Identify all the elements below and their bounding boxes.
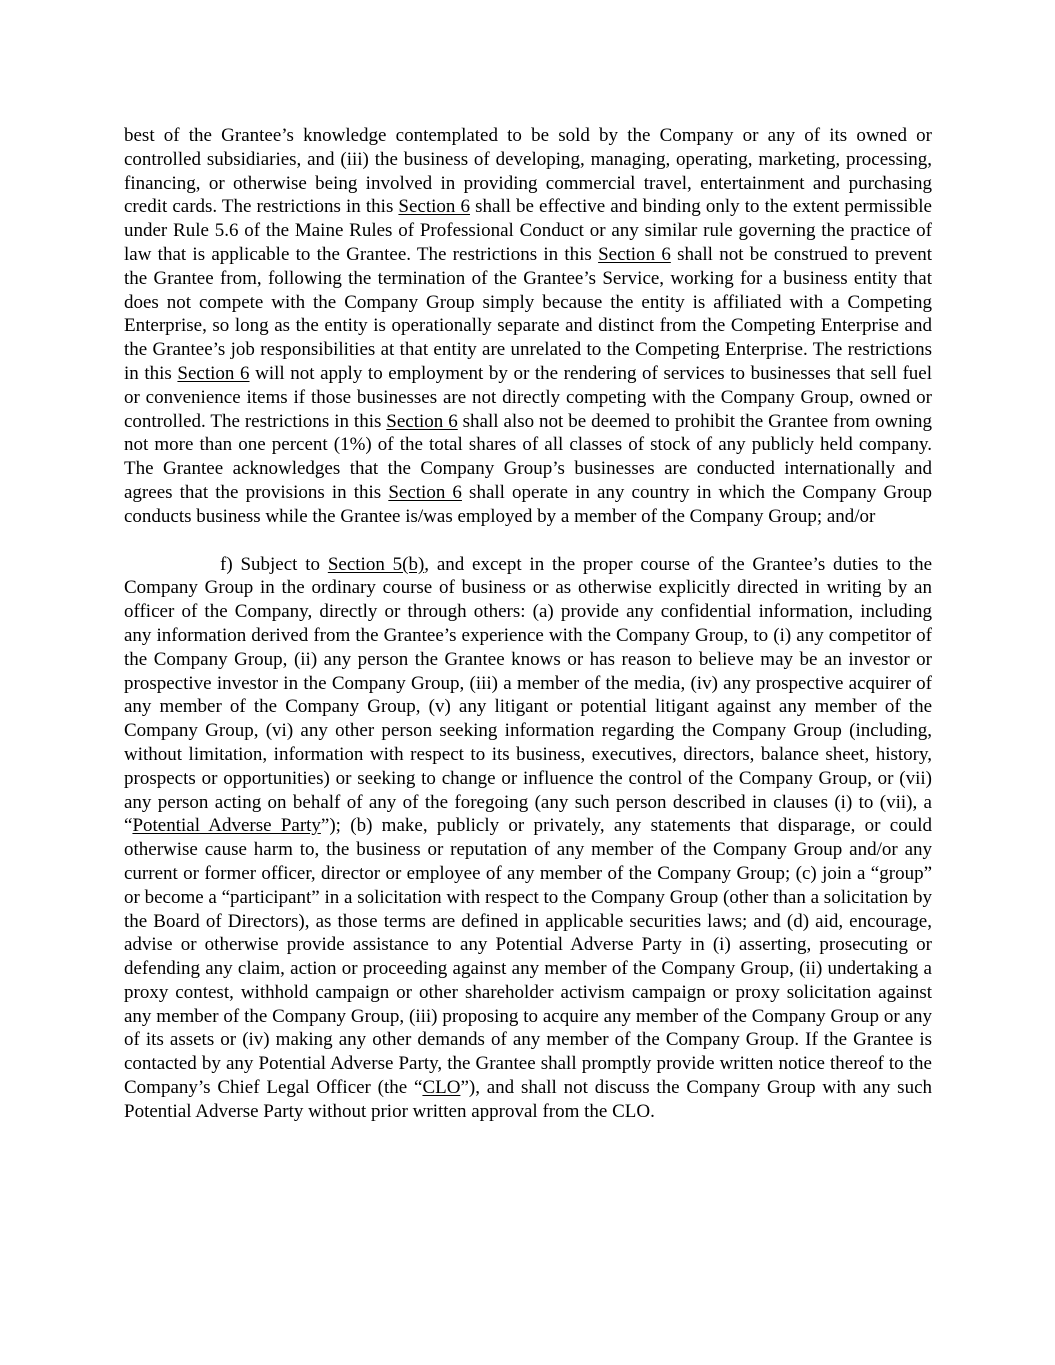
defined-term-potential-adverse-party: Potential Adverse Party xyxy=(132,815,321,837)
text-run: , and except in the proper course of the Grantee’s duties to the Company Group in the ordinary course of business or as otherwise explicitly directed in writing by an officer of the Company, directly or through others: (a) provide any confidential information, including any information derived from the Grantee’s experience with the Company Group, to (i) any competitor of the Company Group, (ii) any person the Grantee knows or has reason to believe may be an investor or prospective investor in the Company Group, (iii) a member of the media, (iv) any prospective acquirer of any member of the Company Group, (v) any litigant or potential litigant against any member of the Company Group, (vi) any other person seeking information regarding the Company Group (including, without limitation, information with respect to its business, executives, directors, balance sheet, history, prospects or opportunities) or seeking to change or influence the control of the Company Group, or (vii) any person acting on behalf of any of the foregoing (any such person described in clauses (i) to (vii), a “ xyxy=(124,553,932,837)
section-reference: Section 6 xyxy=(598,243,671,265)
text-run: will not apply to employment by or the rendering of services to businesses that sell fuel or convenience items if those businesses are not directly competing with the Company Group, owned or controlled. The restrictions in this xyxy=(124,362,933,432)
section-reference: Section 6 xyxy=(177,362,250,384)
text-run: ”); (b) make, publicly or privately, any statements that disparage, or could otherwise cause harm to, the business or reputation of any member of the Company Group and/or any current or former officer, director or employee of any member of the Company Group; (c) join a “group” or become a “participant” in a solicitation with respect to the Company Group (other than a solicitation by the Board of Directors), as those terms are defined in applicable securities laws; and (d) aid, encourage, advise or otherwise provide assistance to any Potential Adverse Party in (i) asserting, prosecuting or defending any claim, action or proceeding against any member of the Company Group, (ii) undertaking a proxy contest, withhold campaign or other shareholder activism campaign or proxy solicitation against any member of the Company Group, (iii) proposing to acquire any member of the Company Group or any of its assets or (iv) making any other demands of any member of the Company Group. If the Grantee is contacted by any Potential Adverse Party, the Grantee shall promptly provide written notice thereof to the Company’s Chief Legal Officer (the “ xyxy=(124,815,932,1099)
text-run: shall be effective and binding only to the extent permissible under Rule 5.6 of the Maine Rules of Professional Conduct or any similar rule governing the practice of law that is applicable to the Grantee. The restrictions in this xyxy=(124,196,932,265)
document-page xyxy=(124,124,932,1124)
text-run: f) Subject to xyxy=(220,553,328,575)
text-run: shall also not be deemed to prohibit the Grantee from owning not more than one percent (1%) of the total shares of all classes of stock of any publicly held company. The Grantee acknowledges that the Company Group’s businesses are conducted internationally and agrees that the provisions in this xyxy=(124,410,932,503)
text-run: best of the Grantee’s knowledge contemplated to be sold by the Company or any of its owned or controlled subsidiaries, and (iii) the business of developing, managing, operating, marketing, processing, financing, or otherwise being involved in providing commercial travel, entertainment and purchasing credit cards. The restrictions in this xyxy=(124,125,932,218)
section-reference: Section 5(b) xyxy=(327,553,425,575)
paragraph-non-compete-continuation xyxy=(124,124,932,529)
defined-term-clo: CLO xyxy=(422,1077,461,1099)
paragraph-f-non-disparagement xyxy=(124,553,932,1124)
text-run: shall operate in any country in which the Company Group conducts business while the Grantee is/was employed by a member of the Company Group; and/or xyxy=(124,481,932,527)
section-reference: Section 6 xyxy=(388,481,462,503)
section-reference: Section 6 xyxy=(386,410,458,432)
text-run: shall not be construed to prevent the Grantee from, following the termination of the Grantee’s Service, working for a business entity that does not compete with the Company Group simply because the entity is affiliated with a Competing Enterprise, so long as the entity is operationally separate and distinct from the Competing Enterprise and the Grantee’s job responsibilities at that entity are unrelated to the Competing Enterprise. The restrictions in this xyxy=(124,243,933,384)
text-run: ”), and shall not discuss the Company Group with any such Potential Adverse Party without prior written approval from the CLO. xyxy=(124,1077,932,1122)
section-reference: Section 6 xyxy=(398,196,470,218)
